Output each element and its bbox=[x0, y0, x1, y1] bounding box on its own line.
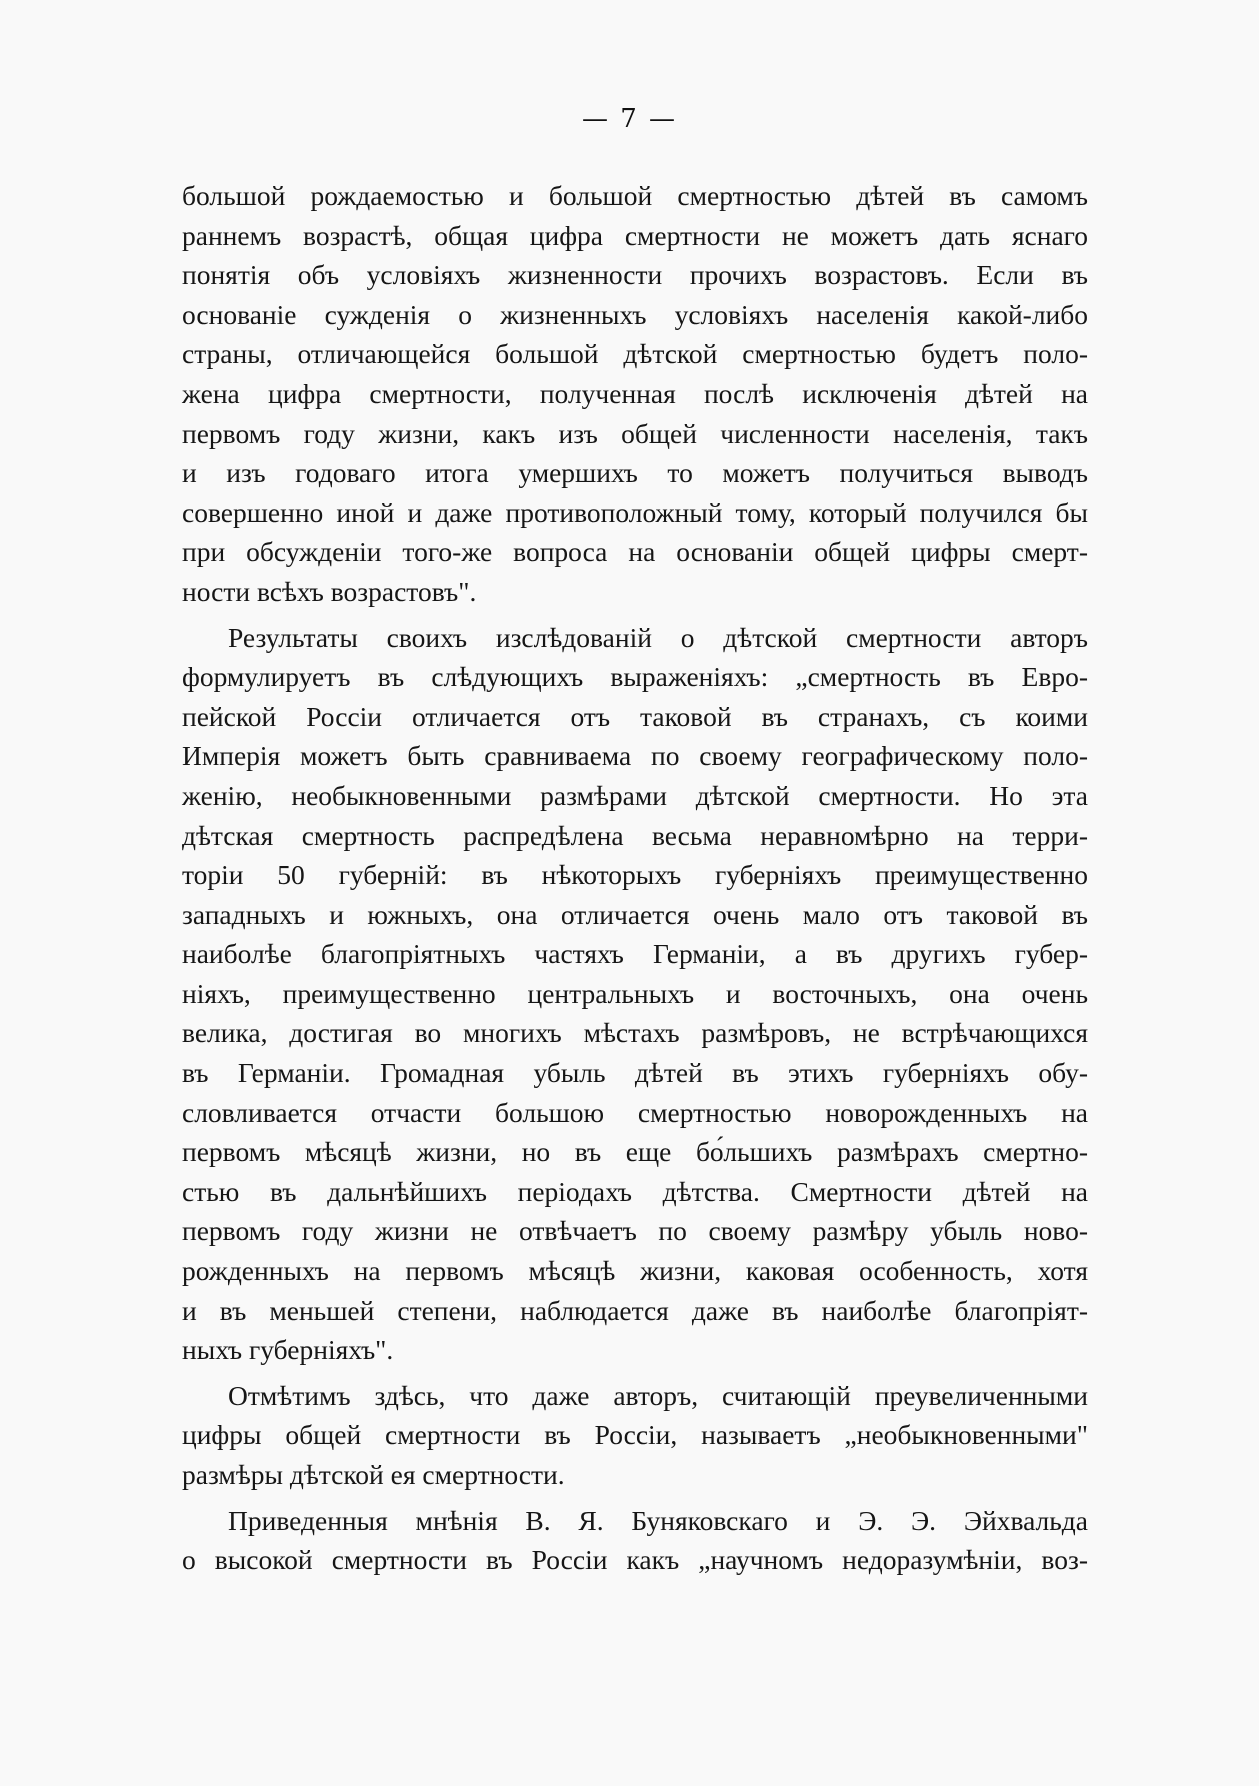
paragraph-1 bbox=[182, 176, 1088, 612]
text-line: о высокой смертности въ Россіи какъ „научномъ недоразумѣніи, воз- bbox=[182, 1544, 1088, 1576]
body-text bbox=[182, 176, 1088, 1580]
text-line: первомъ году жизни, какъ изъ общей численности населенія, такъ bbox=[182, 417, 1088, 449]
text-line: Приведенныя мнѣнія В. Я. Буняковскаго и Э. Э. Эйхвальда bbox=[228, 1504, 1088, 1536]
text-line: страны, отличающейся большой дѣтской смертностью будетъ поло- bbox=[182, 338, 1088, 370]
text-line: ности всѣхъ возрастовъ". bbox=[182, 575, 477, 607]
text-line: основаніе сужденія о жизненныхъ условіяхъ населенія какой-либо bbox=[182, 298, 1088, 330]
text-line: формулируетъ въ слѣдующихъ выраженіяхъ: „смертность въ Евро- bbox=[182, 661, 1088, 693]
text-line: женію, необыкновенными размѣрами дѣтской смертности. Но эта bbox=[182, 779, 1088, 811]
text-line: стью въ дальнѣйшихъ періодахъ дѣтства. Смертности дѣтей на bbox=[182, 1175, 1088, 1207]
text-line: ніяхъ, преимущественно центральныхъ и восточныхъ, она очень bbox=[182, 977, 1088, 1009]
text-line: цифры общей смертности въ Россіи, называетъ „необыкновенными" bbox=[182, 1419, 1088, 1451]
page-number: — 7 — bbox=[581, 104, 678, 134]
text-line: раннемъ возрастѣ, общая цифра смертности не можетъ дать яснаго bbox=[182, 219, 1088, 251]
text-line: дѣтская смертность распредѣлена весьма неравномѣрно на терри- bbox=[182, 819, 1088, 851]
paragraph-3 bbox=[182, 1376, 1088, 1495]
text-line: Имперія можетъ быть сравниваема по своему географическому поло- bbox=[182, 740, 1088, 772]
text-line: понятія объ условіяхъ жизненности прочихъ возрастовъ. Если въ bbox=[182, 259, 1088, 291]
text-line: совершенно иной и даже противоположный тому, который получился бы bbox=[182, 496, 1088, 528]
text-line: первомъ году жизни не отвѣчаетъ по своему размѣру убыль ново- bbox=[182, 1215, 1088, 1247]
text-line: первомъ мѣсяцѣ жизни, но въ еще бо́льшихъ размѣрахъ смертно- bbox=[182, 1136, 1088, 1168]
paragraph-2 bbox=[182, 618, 1088, 1370]
text-line: наиболѣе благопріятныхъ частяхъ Германіи, а въ другихъ губер- bbox=[182, 938, 1088, 970]
text-line: пейской Россіи отличается отъ таковой въ странахъ, съ коими bbox=[182, 700, 1088, 732]
text-line: Отмѣтимъ здѣсь, что даже авторъ, считающій преувеличенными bbox=[228, 1379, 1088, 1411]
text-line: при обсужденіи того-же вопроса на основаніи общей цифры смерт- bbox=[182, 536, 1088, 568]
text-line: большой рождаемостью и большой смертностью дѣтей въ самомъ bbox=[182, 180, 1088, 211]
text-line: западныхъ и южныхъ, она отличается очень мало отъ таковой въ bbox=[182, 898, 1088, 930]
text-line: жена цифра смертности, полученная послѣ исключенія дѣтей на bbox=[182, 377, 1088, 409]
text-line: Результаты своихъ изслѣдованій о дѣтской смертности авторъ bbox=[228, 621, 1088, 653]
text-line: въ Германіи. Громадная убыль дѣтей въ этихъ губерніяхъ обу- bbox=[182, 1057, 1088, 1089]
text-line: торіи 50 губерній: въ нѣкоторыхъ губерніяхъ преимущественно bbox=[182, 859, 1088, 891]
text-line: рожденныхъ на первомъ мѣсяцѣ жизни, каковая особенность, хотя bbox=[182, 1255, 1088, 1287]
text-line: словливается отчасти большою смертностью новорожденныхъ на bbox=[182, 1096, 1088, 1128]
text-line: велика, достигая во многихъ мѣстахъ размѣровъ, не встрѣчающихся bbox=[182, 1017, 1088, 1049]
text-line: и изъ годоваго итога умершихъ то можетъ получиться выводъ bbox=[182, 457, 1088, 489]
text-line: и въ меньшей степени, наблюдается даже въ наиболѣе благопріят- bbox=[182, 1294, 1088, 1326]
text-line: ныхъ губерніяхъ". bbox=[182, 1334, 394, 1366]
text-line: размѣры дѣтской ея смертности. bbox=[182, 1459, 565, 1490]
paragraph-4 bbox=[182, 1501, 1088, 1580]
